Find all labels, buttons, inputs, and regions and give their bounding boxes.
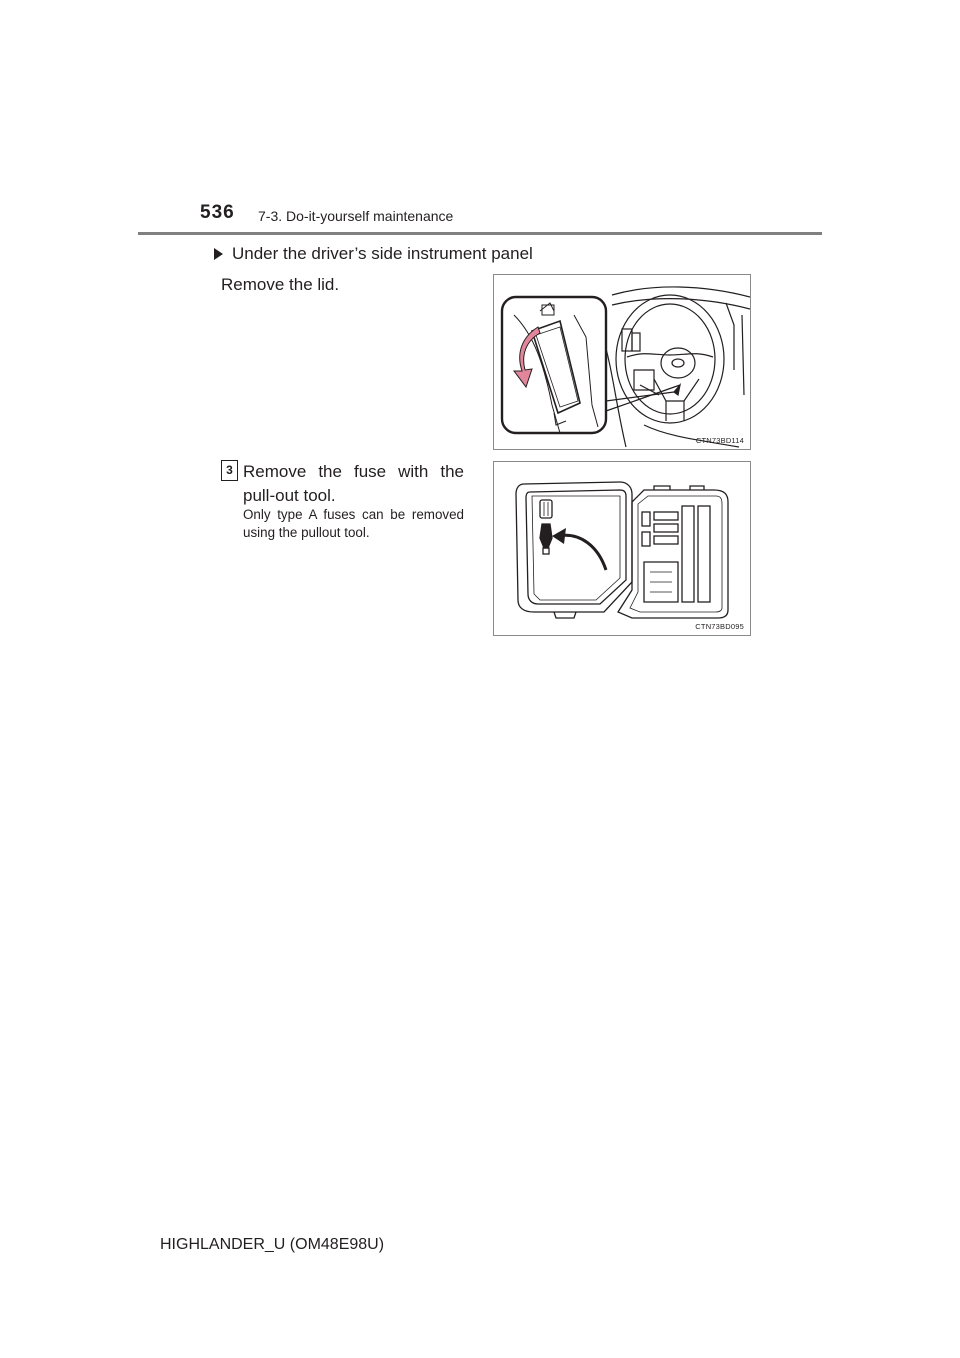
section-title: 7-3. Do-it-yourself maintenance <box>258 208 454 224</box>
fuse-box-illustration <box>494 462 750 635</box>
step-3-note: Only type A fuses can be removed using the pullout tool. <box>243 507 464 540</box>
subheading-text: Under the driver’s side instrument panel <box>232 244 533 263</box>
step-2-text: Remove the lid. <box>221 275 340 294</box>
subheading <box>214 244 533 264</box>
figure-pullout-tool <box>493 461 751 636</box>
figure-code: CTN73BD114 <box>695 436 744 445</box>
figure-remove-lid <box>493 274 751 450</box>
step-3-text: Remove the fuse with the pull-out tool. <box>243 462 464 505</box>
instrument-panel-illustration <box>494 275 750 449</box>
step-3-badge: 3 <box>221 460 238 481</box>
triangle-bullet-icon <box>214 248 223 260</box>
footer-model: HIGHLANDER_U (OM48E98U) <box>160 1236 385 1253</box>
header-rule <box>138 232 822 235</box>
page-number: 536 <box>200 202 235 223</box>
figure-code: CTN73BD095 <box>695 622 744 631</box>
